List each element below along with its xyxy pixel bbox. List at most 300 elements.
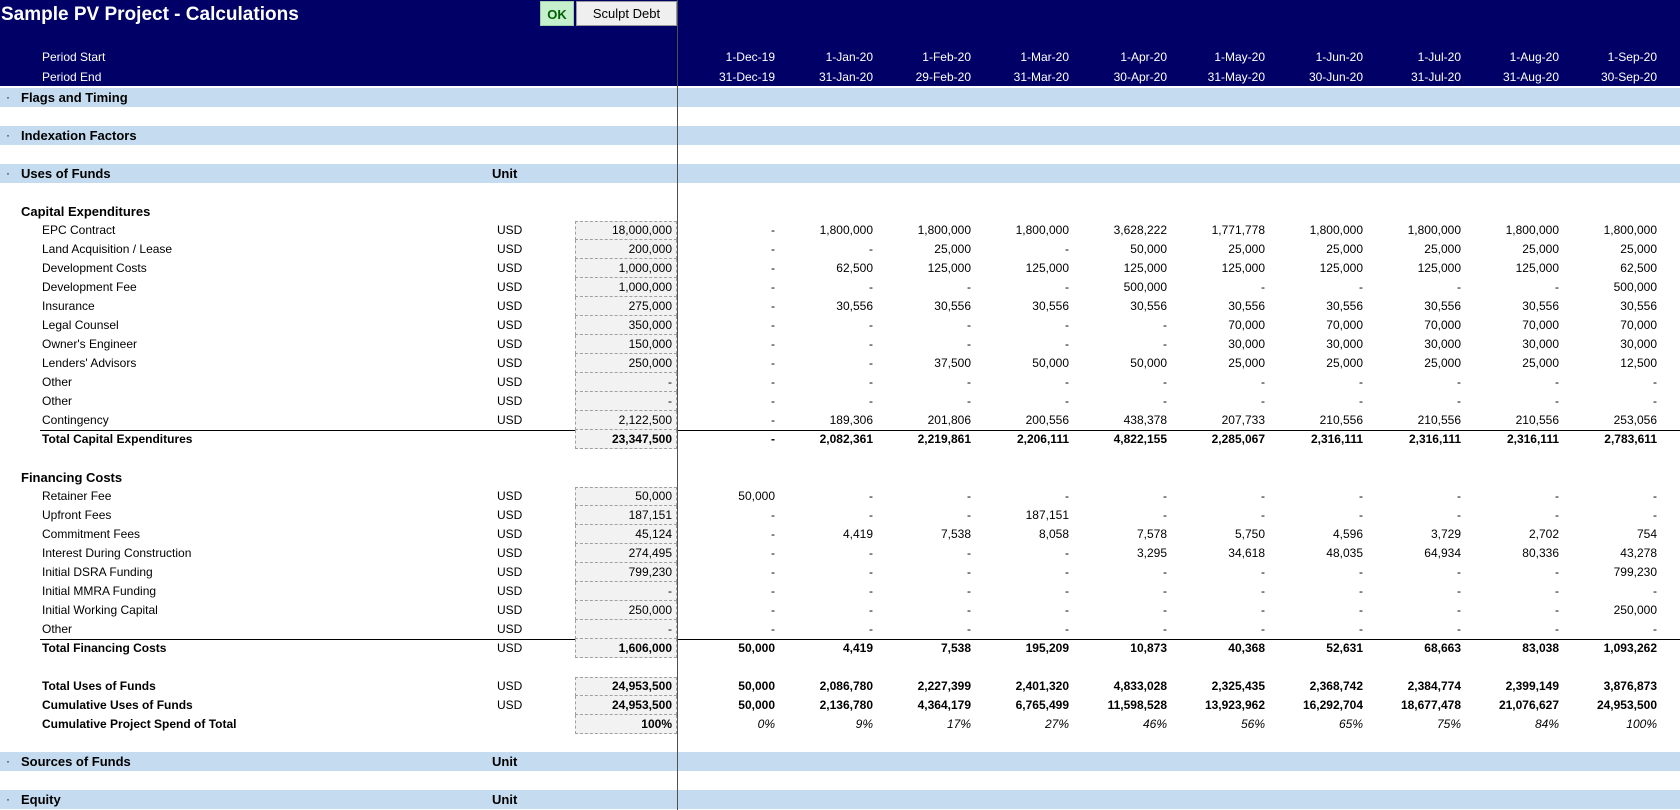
period-value-cell[interactable]: 50,000 (1130, 242, 1167, 256)
period-value-cell[interactable]: 25,000 (1326, 242, 1363, 256)
period-value-cell[interactable]: 187,151 (1025, 508, 1069, 522)
total-input-cell[interactable]: 45,124 (575, 525, 677, 544)
period-value-cell[interactable]: - (771, 337, 775, 351)
total-input-cell[interactable]: 1,000,000 (575, 278, 677, 297)
period-value-cell[interactable]: 253,056 (1613, 413, 1657, 427)
period-value-cell[interactable]: 50,000 (738, 489, 775, 503)
group-toggle-icon[interactable]: · (6, 166, 10, 180)
period-value-cell[interactable]: - (771, 375, 775, 389)
group-toggle-icon[interactable]: · (6, 792, 10, 806)
period-value-cell[interactable]: - (1359, 280, 1363, 294)
period-value-cell[interactable]: 2,082,361 (819, 432, 873, 446)
period-value-cell[interactable]: 2,401,320 (1015, 679, 1069, 693)
period-end-date: 31-Jul-20 (1410, 70, 1461, 84)
period-value-cell[interactable]: 13,923,962 (1204, 698, 1265, 712)
sculpt-debt-button[interactable]: Sculpt Debt (576, 1, 677, 26)
period-value-cell[interactable]: 25,000 (1424, 242, 1461, 256)
section-uses-of-funds[interactable] (0, 164, 1680, 183)
period-value-cell[interactable]: 0% (757, 717, 775, 731)
period-value-cell[interactable]: 30,556 (1620, 299, 1657, 313)
period-value-cell[interactable]: 37,500 (934, 356, 971, 370)
section-sources-of-funds[interactable] (0, 752, 1680, 771)
period-value-cell[interactable]: - (1163, 337, 1167, 351)
period-value-cell[interactable]: - (1163, 565, 1167, 579)
total-input-cell[interactable]: 250,000 (575, 601, 677, 620)
period-value-cell[interactable]: - (1261, 622, 1265, 636)
row-label: Total Uses of Funds (42, 679, 156, 693)
total-input-cell[interactable]: 18,000,000 (575, 221, 677, 240)
period-value-cell[interactable]: 25,000 (1424, 356, 1461, 370)
period-value-cell[interactable]: - (1457, 280, 1461, 294)
period-value-cell[interactable]: 2,316,111 (1506, 432, 1559, 446)
period-value-cell[interactable]: - (1653, 375, 1657, 389)
period-value-cell[interactable]: 30,556 (1522, 299, 1559, 313)
period-value-cell[interactable]: - (1261, 394, 1265, 408)
period-value-cell[interactable]: - (869, 242, 873, 256)
period-value-cell[interactable]: - (1359, 394, 1363, 408)
period-value-cell[interactable]: - (1065, 318, 1069, 332)
period-value-cell[interactable]: - (967, 622, 971, 636)
period-value-cell[interactable]: 16,292,704 (1302, 698, 1363, 712)
period-value-cell[interactable]: 9% (855, 717, 873, 731)
period-value-cell[interactable]: 1,800,000 (1309, 223, 1363, 237)
period-value-cell[interactable]: - (771, 394, 775, 408)
period-value-cell[interactable]: 65% (1338, 717, 1363, 731)
total-input-cell[interactable]: - (575, 620, 677, 639)
row-unit: USD (497, 261, 523, 275)
period-value-cell[interactable]: - (967, 508, 971, 522)
period-value-cell[interactable]: 2,086,780 (819, 679, 873, 693)
period-value-cell[interactable]: 125,000 (1123, 261, 1167, 275)
period-value-cell[interactable]: 200,556 (1025, 413, 1069, 427)
period-value-cell[interactable]: - (771, 565, 775, 579)
period-value-cell[interactable]: - (1653, 489, 1657, 503)
period-value-cell[interactable]: - (869, 394, 873, 408)
period-value-cell[interactable]: - (1261, 508, 1265, 522)
financing-row (0, 544, 1680, 563)
period-value-cell[interactable]: 43,278 (1620, 546, 1657, 560)
period-value-cell[interactable]: - (967, 394, 971, 408)
period-value-cell[interactable]: 21,076,627 (1498, 698, 1559, 712)
period-value-cell[interactable]: 25,000 (934, 242, 971, 256)
period-value-cell[interactable]: - (1359, 603, 1363, 617)
period-value-cell[interactable]: 30,556 (1228, 299, 1265, 313)
row-label: Cumulative Uses of Funds (42, 698, 193, 712)
period-value-cell[interactable]: 70,000 (1424, 318, 1461, 332)
period-value-cell[interactable]: 17% (946, 717, 971, 731)
period-value-cell[interactable]: 56% (1240, 717, 1265, 731)
period-value-cell[interactable]: 1,800,000 (1603, 223, 1657, 237)
period-value-cell[interactable]: - (771, 508, 775, 522)
period-value-cell[interactable]: 34,618 (1228, 546, 1265, 560)
period-value-cell[interactable]: - (1261, 489, 1265, 503)
total-input-cell[interactable]: 1,606,000 (575, 639, 677, 658)
period-value-cell[interactable]: - (967, 546, 971, 560)
period-value-cell[interactable]: 201,806 (927, 413, 971, 427)
period-value-cell[interactable]: 40,368 (1228, 641, 1265, 655)
total-input-cell[interactable]: 187,151 (575, 506, 677, 525)
period-value-cell[interactable]: 125,000 (1025, 261, 1069, 275)
period-value-cell[interactable]: 438,378 (1123, 413, 1167, 427)
period-value-cell[interactable]: 2,783,611 (1604, 432, 1657, 446)
period-value-cell[interactable]: 30,556 (934, 299, 971, 313)
row-label: Retainer Fee (42, 489, 112, 503)
period-value-cell[interactable]: - (1065, 584, 1069, 598)
period-value-cell[interactable]: - (1163, 375, 1167, 389)
period-value-cell[interactable]: - (1261, 280, 1265, 294)
period-value-cell[interactable]: 1,800,000 (1015, 223, 1069, 237)
period-value-cell[interactable]: - (771, 603, 775, 617)
period-start-date: 1-Dec-19 (725, 50, 775, 64)
period-value-cell[interactable]: - (1555, 489, 1559, 503)
period-value-cell[interactable]: 25,000 (1620, 242, 1657, 256)
section-equity[interactable] (0, 790, 1680, 809)
period-value-cell[interactable]: - (869, 546, 873, 560)
period-value-cell[interactable]: - (1065, 622, 1069, 636)
period-value-cell[interactable]: - (967, 489, 971, 503)
period-value-cell[interactable]: 2,368,742 (1309, 679, 1363, 693)
period-value-cell[interactable]: 4,833,028 (1113, 679, 1167, 693)
period-value-cell[interactable]: 1,800,000 (1407, 223, 1461, 237)
period-value-cell[interactable]: - (967, 565, 971, 579)
period-value-cell[interactable]: 80,336 (1522, 546, 1559, 560)
period-value-cell[interactable]: 125,000 (1515, 261, 1559, 275)
group-toggle-icon[interactable]: · (6, 90, 10, 104)
total-input-cell[interactable]: 275,000 (575, 297, 677, 316)
period-value-cell[interactable]: 3,628,222 (1113, 223, 1167, 237)
period-value-cell[interactable]: 70,000 (1228, 318, 1265, 332)
period-value-cell[interactable]: 7,538 (940, 641, 971, 655)
period-value-cell[interactable]: - (869, 508, 873, 522)
period-value-cell[interactable]: 25,000 (1228, 242, 1265, 256)
period-value-cell[interactable]: - (1163, 603, 1167, 617)
period-value-cell[interactable]: - (869, 318, 873, 332)
period-value-cell[interactable]: 25,000 (1228, 356, 1265, 370)
period-value-cell[interactable]: 195,209 (1025, 641, 1069, 655)
period-value-cell[interactable]: - (1065, 337, 1069, 351)
period-value-cell[interactable]: - (967, 318, 971, 332)
period-value-cell[interactable]: 125,000 (927, 261, 971, 275)
period-value-cell[interactable]: 30,000 (1326, 337, 1363, 351)
period-value-cell[interactable]: - (967, 584, 971, 598)
period-value-cell[interactable]: 500,000 (1613, 280, 1657, 294)
total-input-cell[interactable]: - (575, 373, 677, 392)
total-input-cell[interactable]: 799,230 (575, 563, 677, 582)
period-value-cell[interactable]: 2,206,111 (1016, 432, 1069, 446)
section-indexation-factors[interactable] (0, 126, 1680, 145)
period-value-cell[interactable]: - (869, 565, 873, 579)
total-input-cell[interactable]: 23,347,500 (575, 430, 677, 449)
period-value-cell[interactable]: - (869, 622, 873, 636)
period-value-cell[interactable]: 50,000 (1032, 356, 1069, 370)
period-value-cell[interactable]: - (1555, 584, 1559, 598)
period-value-cell[interactable]: 70,000 (1326, 318, 1363, 332)
period-value-cell[interactable]: - (771, 280, 775, 294)
period-value-cell[interactable]: 4,822,155 (1113, 432, 1167, 446)
period-value-cell[interactable]: 210,556 (1417, 413, 1461, 427)
period-value-cell[interactable]: 189,306 (829, 413, 873, 427)
period-value-cell[interactable]: - (967, 603, 971, 617)
period-value-cell[interactable]: - (1163, 584, 1167, 598)
total-input-cell[interactable]: 2,122,500 (575, 411, 677, 430)
period-value-cell[interactable]: - (1457, 565, 1461, 579)
period-value-cell[interactable]: 3,876,873 (1603, 679, 1657, 693)
total-input-cell[interactable]: 350,000 (575, 316, 677, 335)
period-value-cell[interactable]: 30,000 (1620, 337, 1657, 351)
period-value-cell[interactable]: - (1457, 622, 1461, 636)
period-start-date: 1-Jan-20 (825, 50, 873, 64)
period-value-cell[interactable]: 24,953,500 (1596, 698, 1657, 712)
period-value-cell[interactable]: 83,038 (1522, 641, 1559, 655)
period-value-cell[interactable]: 50,000 (738, 679, 775, 693)
period-value-cell[interactable]: 48,035 (1326, 546, 1363, 560)
period-value-cell[interactable]: - (771, 356, 775, 370)
period-value-cell[interactable]: 6,765,499 (1015, 698, 1069, 712)
total-input-cell[interactable]: 250,000 (575, 354, 677, 373)
total-input-cell[interactable]: 100% (575, 715, 677, 734)
period-value-cell[interactable]: 25,000 (1522, 356, 1559, 370)
summary-row (0, 696, 1680, 715)
period-value-cell[interactable]: - (1261, 375, 1265, 389)
period-value-cell[interactable]: 30,556 (836, 299, 873, 313)
ok-button[interactable]: OK (540, 1, 574, 26)
period-value-cell[interactable]: - (1359, 375, 1363, 389)
period-value-cell[interactable]: 4,364,179 (917, 698, 971, 712)
period-value-cell[interactable]: 3,295 (1136, 546, 1167, 560)
period-value-cell[interactable]: 4,419 (842, 641, 873, 655)
total-input-cell[interactable]: 50,000 (575, 487, 677, 506)
period-value-cell[interactable]: 1,771,778 (1211, 223, 1265, 237)
period-value-cell[interactable]: - (869, 489, 873, 503)
period-value-cell[interactable]: 62,500 (836, 261, 873, 275)
period-value-cell[interactable]: 4,419 (842, 527, 873, 541)
period-value-cell[interactable]: 2,325,435 (1211, 679, 1265, 693)
period-value-cell[interactable]: - (1261, 584, 1265, 598)
period-value-cell[interactable]: 250,000 (1613, 603, 1657, 617)
period-value-cell[interactable]: 754 (1636, 527, 1657, 541)
period-value-cell[interactable]: - (1555, 394, 1559, 408)
total-input-cell[interactable]: 274,495 (575, 544, 677, 563)
period-value-cell[interactable]: 30,000 (1424, 337, 1461, 351)
period-value-cell[interactable]: 125,000 (1319, 261, 1363, 275)
period-value-cell[interactable]: - (1359, 584, 1363, 598)
total-input-cell[interactable]: 150,000 (575, 335, 677, 354)
period-value-cell[interactable]: 64,934 (1424, 546, 1461, 560)
total-input-cell[interactable]: 24,953,500 (575, 677, 677, 696)
period-value-cell[interactable]: 70,000 (1620, 318, 1657, 332)
period-value-cell[interactable]: 50,000 (738, 641, 775, 655)
period-value-cell[interactable]: - (1359, 508, 1363, 522)
period-value-cell[interactable]: 799,230 (1613, 565, 1657, 579)
period-value-cell[interactable]: - (869, 356, 873, 370)
period-value-cell[interactable]: - (771, 223, 775, 237)
total-input-cell[interactable]: 1,000,000 (575, 259, 677, 278)
summary-row (0, 677, 1680, 696)
period-value-cell[interactable]: - (771, 299, 775, 313)
financing-row (0, 487, 1680, 506)
period-value-cell[interactable]: - (1065, 242, 1069, 256)
period-value-cell[interactable]: - (1653, 584, 1657, 598)
period-value-cell[interactable]: 500,000 (1123, 280, 1167, 294)
total-input-cell[interactable]: - (575, 392, 677, 411)
period-value-cell[interactable]: - (967, 280, 971, 294)
period-value-cell[interactable]: - (1065, 603, 1069, 617)
period-value-cell[interactable]: 70,000 (1522, 318, 1559, 332)
period-value-cell[interactable]: 75% (1436, 717, 1461, 731)
period-value-cell[interactable]: - (771, 527, 775, 541)
period-value-cell[interactable]: 27% (1044, 717, 1069, 731)
period-value-cell[interactable]: - (1653, 394, 1657, 408)
period-end-date: 31-Jan-20 (818, 70, 873, 84)
period-value-cell[interactable]: - (1457, 375, 1461, 389)
period-value-cell[interactable]: - (1163, 394, 1167, 408)
period-value-cell[interactable]: - (1261, 603, 1265, 617)
period-value-cell[interactable]: 62,500 (1620, 261, 1657, 275)
period-value-cell[interactable]: - (1457, 603, 1461, 617)
period-value-cell[interactable]: - (1163, 489, 1167, 503)
period-value-cell[interactable]: - (771, 242, 775, 256)
period-value-cell[interactable]: - (1163, 622, 1167, 636)
section-flags-and-timing[interactable] (0, 88, 1680, 107)
period-value-cell[interactable]: 2,316,111 (1310, 432, 1363, 446)
period-value-cell[interactable]: 11,598,528 (1107, 698, 1167, 712)
period-value-cell[interactable]: 5,750 (1234, 527, 1265, 541)
period-value-cell[interactable]: - (1359, 622, 1363, 636)
period-value-cell[interactable]: 46% (1142, 717, 1167, 731)
total-input-cell[interactable]: - (575, 582, 677, 601)
period-value-cell[interactable]: - (1555, 508, 1559, 522)
period-value-cell[interactable]: - (1065, 375, 1069, 389)
period-value-cell[interactable]: - (869, 584, 873, 598)
capex-heading: Capital Expenditures (21, 204, 151, 219)
period-value-cell[interactable]: - (869, 603, 873, 617)
period-value-cell[interactable]: 18,677,478 (1400, 698, 1461, 712)
period-value-cell[interactable]: - (771, 584, 775, 598)
period-value-cell[interactable]: - (1457, 508, 1461, 522)
period-value-cell[interactable]: - (1457, 584, 1461, 598)
period-value-cell[interactable]: 30,000 (1228, 337, 1265, 351)
period-value-cell[interactable]: - (771, 546, 775, 560)
period-value-cell[interactable]: - (869, 375, 873, 389)
period-value-cell[interactable]: - (1653, 622, 1657, 636)
period-value-cell[interactable]: 84% (1534, 717, 1559, 731)
period-value-cell[interactable]: 2,227,399 (917, 679, 971, 693)
period-value-cell[interactable]: - (1457, 489, 1461, 503)
period-value-cell[interactable]: 2,219,861 (917, 432, 971, 446)
period-value-cell[interactable]: 3,729 (1430, 527, 1461, 541)
period-value-cell[interactable]: 2,702 (1528, 527, 1559, 541)
period-value-cell[interactable]: - (771, 318, 775, 332)
period-value-cell[interactable]: - (771, 622, 775, 636)
period-value-cell[interactable]: 7,538 (940, 527, 971, 541)
total-input-cell[interactable]: 200,000 (575, 240, 677, 259)
period-value-cell[interactable]: 30,000 (1522, 337, 1559, 351)
period-value-cell[interactable]: - (1555, 375, 1559, 389)
period-value-cell[interactable]: - (1065, 565, 1069, 579)
period-value-cell[interactable]: 30,556 (1326, 299, 1363, 313)
period-value-cell[interactable]: 2,399,149 (1505, 679, 1559, 693)
period-value-cell[interactable]: - (1065, 489, 1069, 503)
period-value-cell[interactable]: 2,285,067 (1211, 432, 1265, 446)
capex-row (0, 354, 1680, 373)
period-value-cell[interactable]: - (1359, 489, 1363, 503)
period-value-cell[interactable]: 25,000 (1326, 356, 1363, 370)
row-label: Cumulative Project Spend of Total (42, 717, 237, 731)
capex-row (0, 259, 1680, 278)
period-value-cell[interactable]: - (967, 375, 971, 389)
period-start-date: 1-Aug-20 (1509, 50, 1559, 64)
group-toggle-icon[interactable]: · (6, 128, 10, 142)
period-value-cell[interactable]: 100% (1626, 717, 1657, 731)
period-value-cell[interactable]: - (1653, 508, 1657, 522)
period-value-cell[interactable]: 1,800,000 (1505, 223, 1559, 237)
total-input-cell[interactable]: 24,953,500 (575, 696, 677, 715)
row-unit: USD (497, 242, 523, 256)
period-value-cell[interactable]: 25,000 (1522, 242, 1559, 256)
row-label: Interest During Construction (42, 546, 192, 560)
period-value-cell[interactable]: 8,058 (1038, 527, 1069, 541)
period-value-cell[interactable]: - (1163, 508, 1167, 522)
period-value-cell[interactable]: 68,663 (1424, 641, 1461, 655)
period-value-cell[interactable]: 4,596 (1332, 527, 1363, 541)
period-value-cell[interactable]: - (1065, 394, 1069, 408)
period-value-cell[interactable]: 207,733 (1221, 413, 1265, 427)
period-value-cell[interactable]: - (967, 337, 971, 351)
period-value-cell[interactable]: - (869, 280, 873, 294)
period-value-cell[interactable]: - (771, 432, 775, 446)
period-value-cell[interactable]: - (771, 261, 775, 275)
period-value-cell[interactable]: 2,384,774 (1407, 679, 1461, 693)
period-value-cell[interactable]: 1,093,262 (1603, 641, 1657, 655)
period-value-cell[interactable]: - (1261, 565, 1265, 579)
period-value-cell[interactable]: - (869, 337, 873, 351)
period-value-cell[interactable]: - (771, 413, 775, 427)
period-value-cell[interactable]: 1,800,000 (917, 223, 971, 237)
row-unit: USD (497, 565, 523, 579)
period-value-cell[interactable]: - (1065, 280, 1069, 294)
period-value-cell[interactable]: 1,800,000 (819, 223, 873, 237)
period-value-cell[interactable]: 12,500 (1620, 356, 1657, 370)
period-value-cell[interactable]: 30,556 (1424, 299, 1461, 313)
period-value-cell[interactable]: 2,136,780 (819, 698, 873, 712)
period-value-cell[interactable]: 10,873 (1130, 641, 1167, 655)
group-toggle-icon[interactable]: · (6, 754, 10, 768)
period-value-cell[interactable]: - (1457, 394, 1461, 408)
row-label: Upfront Fees (42, 508, 112, 522)
period-value-cell[interactable]: - (1065, 546, 1069, 560)
period-value-cell[interactable]: 30,556 (1130, 299, 1167, 313)
period-value-cell[interactable]: 50,000 (738, 698, 775, 712)
period-end-date: 29-Feb-20 (915, 70, 971, 84)
period-value-cell[interactable]: - (1555, 565, 1559, 579)
period-value-cell[interactable]: 50,000 (1130, 356, 1167, 370)
period-value-cell[interactable]: 7,578 (1136, 527, 1167, 541)
period-value-cell[interactable]: - (1555, 603, 1559, 617)
period-value-cell[interactable]: 125,000 (1417, 261, 1461, 275)
row-label: Total Capital Expenditures (42, 432, 193, 446)
period-value-cell[interactable]: - (1555, 280, 1559, 294)
period-value-cell[interactable]: - (1359, 565, 1363, 579)
period-value-cell[interactable]: 210,556 (1319, 413, 1363, 427)
period-value-cell[interactable]: - (1555, 622, 1559, 636)
period-value-cell[interactable]: 125,000 (1221, 261, 1265, 275)
period-value-cell[interactable]: 30,556 (1032, 299, 1069, 313)
period-value-cell[interactable]: 2,316,111 (1408, 432, 1461, 446)
row-label: Other (42, 394, 73, 408)
period-value-cell[interactable]: 210,556 (1515, 413, 1559, 427)
period-value-cell[interactable]: 52,631 (1326, 641, 1363, 655)
period-value-cell[interactable]: - (1163, 318, 1167, 332)
